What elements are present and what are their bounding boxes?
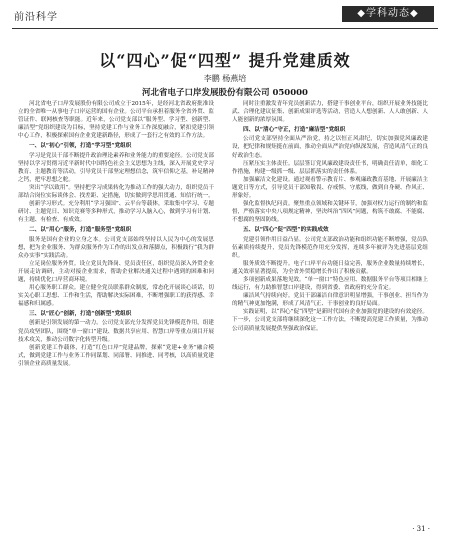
page-number: · 31 · <box>412 525 430 533</box>
body-paragraph: 创新是引领发展的第一动力。公司党支部充分发挥党员先锋模范作用，组建党员攻坚团队，围绕“单一窗口”建设、数据共享应用、智慧口岸等重点项目开展技术攻关，推动公司数字化转型升级。 <box>18 320 214 343</box>
header-rule <box>12 28 438 29</box>
left-column <box>18 100 214 368</box>
body-paragraph: 突出“学以致用”。坚持把学习成果转化为推动工作的强大动力，组织党员干部结合岗位实际谈体会、找差距、定措施，切实做到学思用贯通、知信行统一。 <box>18 184 214 200</box>
body-paragraph: 公司党支部坚持全面从严治党，持之以恒正风肃纪，切实加强党风廉政建设，把纪律和规矩挺在前面，推动全面从严治党向纵深发展，营造风清气正的良好政治生态。 <box>232 136 428 159</box>
page-header <box>0 6 450 28</box>
author-affiliation: 河北省电子口岸发展股份有限公司 050000 <box>142 88 308 98</box>
section-heading: 四、以“清心”守正，打造“廉洁型”党组织 <box>243 127 346 134</box>
body-paragraph: 服务质效不断提升。电子口岸平台功能日益完善，服务企业数量持续增长，通关效率显著提高，为全省外贸稳增长作出了积极贡献。 <box>232 260 428 275</box>
section-heading: 三、以“匠心”创新，打造“创新型”党组织 <box>29 311 132 318</box>
article-title: 以“四心”促“四型” 提升党建质效 <box>99 51 351 70</box>
body-paragraph: 用心服务职工群众。建立健全党员联系群众制度，常态化开展谈心谈话，切实关心职工思想、工作和生活，帮助解决实际困难，不断增强职工的获得感、幸福感和归属感。 <box>18 285 214 308</box>
intro-paragraph: 河北省电子口岸发展股份有限公司成立于2015年，是经河北省政府批准设立的全省唯一从事电子口岸运营的国有企业。公司平台承担着服务全省外贸、监管证件、联网核查等职能。近年来，公司党支部以“服务型、学习型、创新型、廉洁型”党组织建设为目标，坚持党建工作与业务工作深度融合，紧扣党建引领中心工作，积极探索国有企业党建新路径，形成了一套行之有效的工作方法。 <box>18 101 214 140</box>
section-heading: 一、以“初心”引领，打造“学习型”党组织 <box>29 143 132 150</box>
body-paragraph: 同时注重激发青年党员创新活力，搭建干事创业平台，组织开展业务技能比武、合理化建议征集、创新成果评选等活动，营造人人想创新、人人敢创新、人人能创新的浓厚氛围。 <box>232 101 428 124</box>
section-heading: 二、以“用心”服务，打造“服务型”党组织 <box>29 227 132 234</box>
journal-name: 前沿科学 <box>14 12 58 23</box>
body-paragraph: 服务是国有企业的立身之本。公司党支部始终坚持以人民为中心的发展思想，把为企业服务、为群众服务作为工作的出发点和落脚点，积极践行“我为群众办实事”实践活动。 <box>18 236 214 259</box>
body-paragraph: 立足岗位服务外贸。设立党员先锋岗、党员责任区，组织党员深入外贸企业开展走访调研，主动对接企业需求，帮助企业解决通关过程中遇到的困难和问题，持续优化口岸营商环境。 <box>18 260 214 283</box>
article-authors: 李鹏 杨燕培 <box>203 74 247 83</box>
body-paragraph: 廉洁风气持续向好。党员干部廉洁自律意识明显增强，干事创业、担当作为的精气神更加饱满，形成了风清气正、干事创业的良好局面。 <box>232 293 428 308</box>
body-paragraph: 压紧压实主体责任。层层签订党风廉政建设责任书，明确责任清单，细化工作措施，构建一级抓一级、层层抓落实的责任体系。 <box>232 160 428 175</box>
body-paragraph: 强化监督执纪问责。聚焦重点领域和关键环节，加强对权力运行的制约和监督，严格落实中央八项规定精神，坚决纠治“四风”问题，构筑不敢腐、不能腐、不想腐的坚固防线。 <box>232 201 428 224</box>
section-label: ◆学科动态◆ <box>342 6 434 22</box>
body-paragraph: 实践证明，以“四心”促“四型”是新时代国有企业加强党的建设的有效途径。下一步，公司党支部将继续深化这一工作方法，不断提高党建工作质量，为推动公司高质量发展提供坚强政治保证。 <box>232 309 428 332</box>
body-paragraph: 党建引领作用日益凸显。公司党支部政治功能和组织功能不断增强，党员队伍素质持续提升，党员先锋模范作用充分发挥，连续多年被评为先进基层党组织。 <box>232 236 428 259</box>
body-paragraph: 学习是党员干部不断提升政治理论素养和业务能力的重要途径。公司党支部坚持以学习贯彻习近平新时代中国特色社会主义思想为主线，深入开展党史学习教育、主题教育等活动，引导党员干部坚定理想信念，筑牢信仰之基，补足精神之钙，把牢思想之舵。 <box>18 152 214 183</box>
right-column <box>232 100 428 333</box>
body-paragraph: 创新党建工作载体，打造“红色口岸”党建品牌，探索“党建+业务”融合模式，做到党建工作与业务工作同谋划、同部署、同推进、同考核，以高质量党建引领企业高质量发展。 <box>18 344 214 367</box>
body-paragraph: 创新学习形式。充分利用“学习强国”、云平台等载体，采取集中学习、专题研讨、主题党日、知识竞赛等多种形式，推动学习入脑入心，做到学习有计划、有主题、有检查、有成效。 <box>18 201 214 224</box>
body-paragraph: 加强廉洁文化建设。通过观看警示教育片、参观廉政教育基地、开展廉洁主题党日等方式，引导党员干部知敬畏、存戒惧、守底线，做到自身硬、作风正、形象好。 <box>232 176 428 200</box>
section-heading: 五、以“四心”促“四型”的实践成效 <box>243 227 329 234</box>
body-paragraph: 多项创新成果落地见效。“单一窗口”特色应用、数据服务平台等项目相继上线运行，有力助推智慧口岸建设，得到省委、省政府的充分肯定。 <box>232 276 428 292</box>
